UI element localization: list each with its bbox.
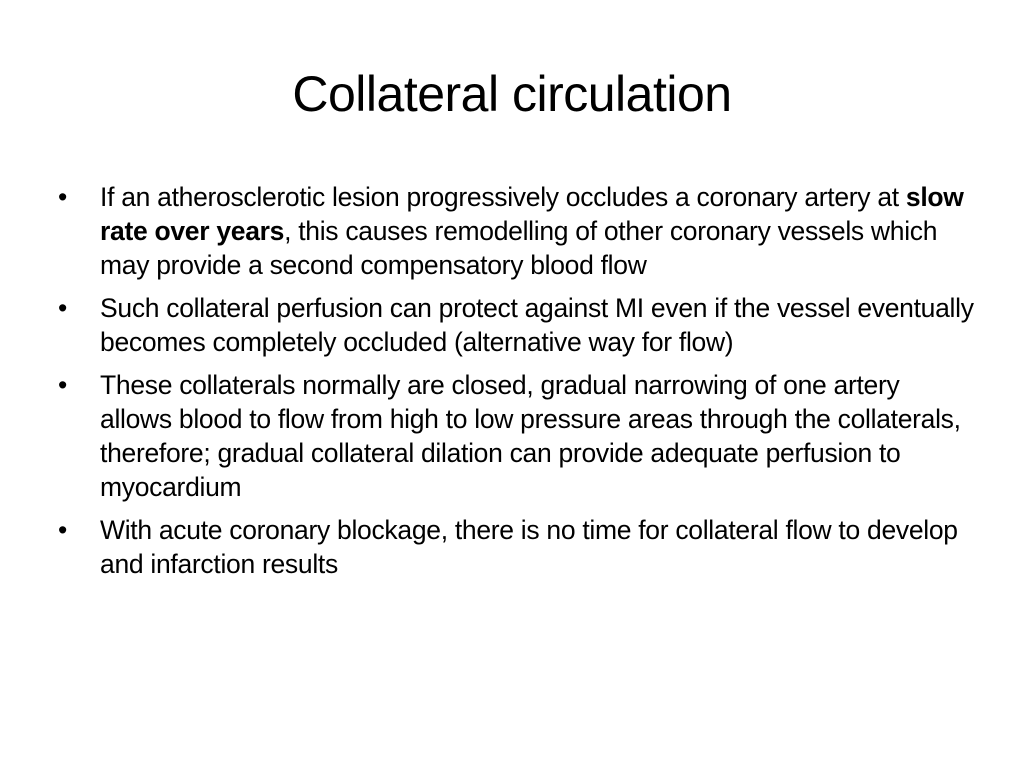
slide-title: Collateral circulation (292, 66, 732, 122)
bullet-dot-icon: • (58, 293, 67, 323)
bullet-item-collateral-protection (56, 291, 976, 359)
bullet-item-collateral-dilation (56, 368, 976, 504)
bullet-text: Such collateral perfusion can protect against MI even if the vessel eventually becomes completely occluded (alternative way for flow) (100, 293, 974, 357)
bullet-dot-icon: • (58, 182, 67, 212)
bullet-item-acute-blockage (56, 513, 976, 581)
bullet-text: With acute coronary blockage, there is no time for collateral flow to develop and infarction results (100, 515, 958, 579)
bullet-text-emphasis: slow rate over years (100, 182, 964, 246)
bullet-dot-icon: • (58, 515, 67, 545)
bullet-text-intro: If an atherosclerotic lesion progressively occludes a coronary artery at (100, 182, 906, 212)
bullet-item-slow-occlusion (56, 180, 976, 282)
bullet-dot-icon: • (58, 370, 67, 400)
bullet-text-rest: , this causes remodelling of other coronary vessels which may provide a second compensatory blood flow (100, 216, 938, 280)
bullet-text: These collaterals normally are closed, gradual narrowing of one artery allows blood to flow from high to low pressure areas through the collaterals, therefore; gradual collateral dilation can provide adequate perfusion to myocardium (100, 370, 961, 502)
bullet-list (56, 180, 976, 590)
bullet-text (100, 182, 964, 280)
